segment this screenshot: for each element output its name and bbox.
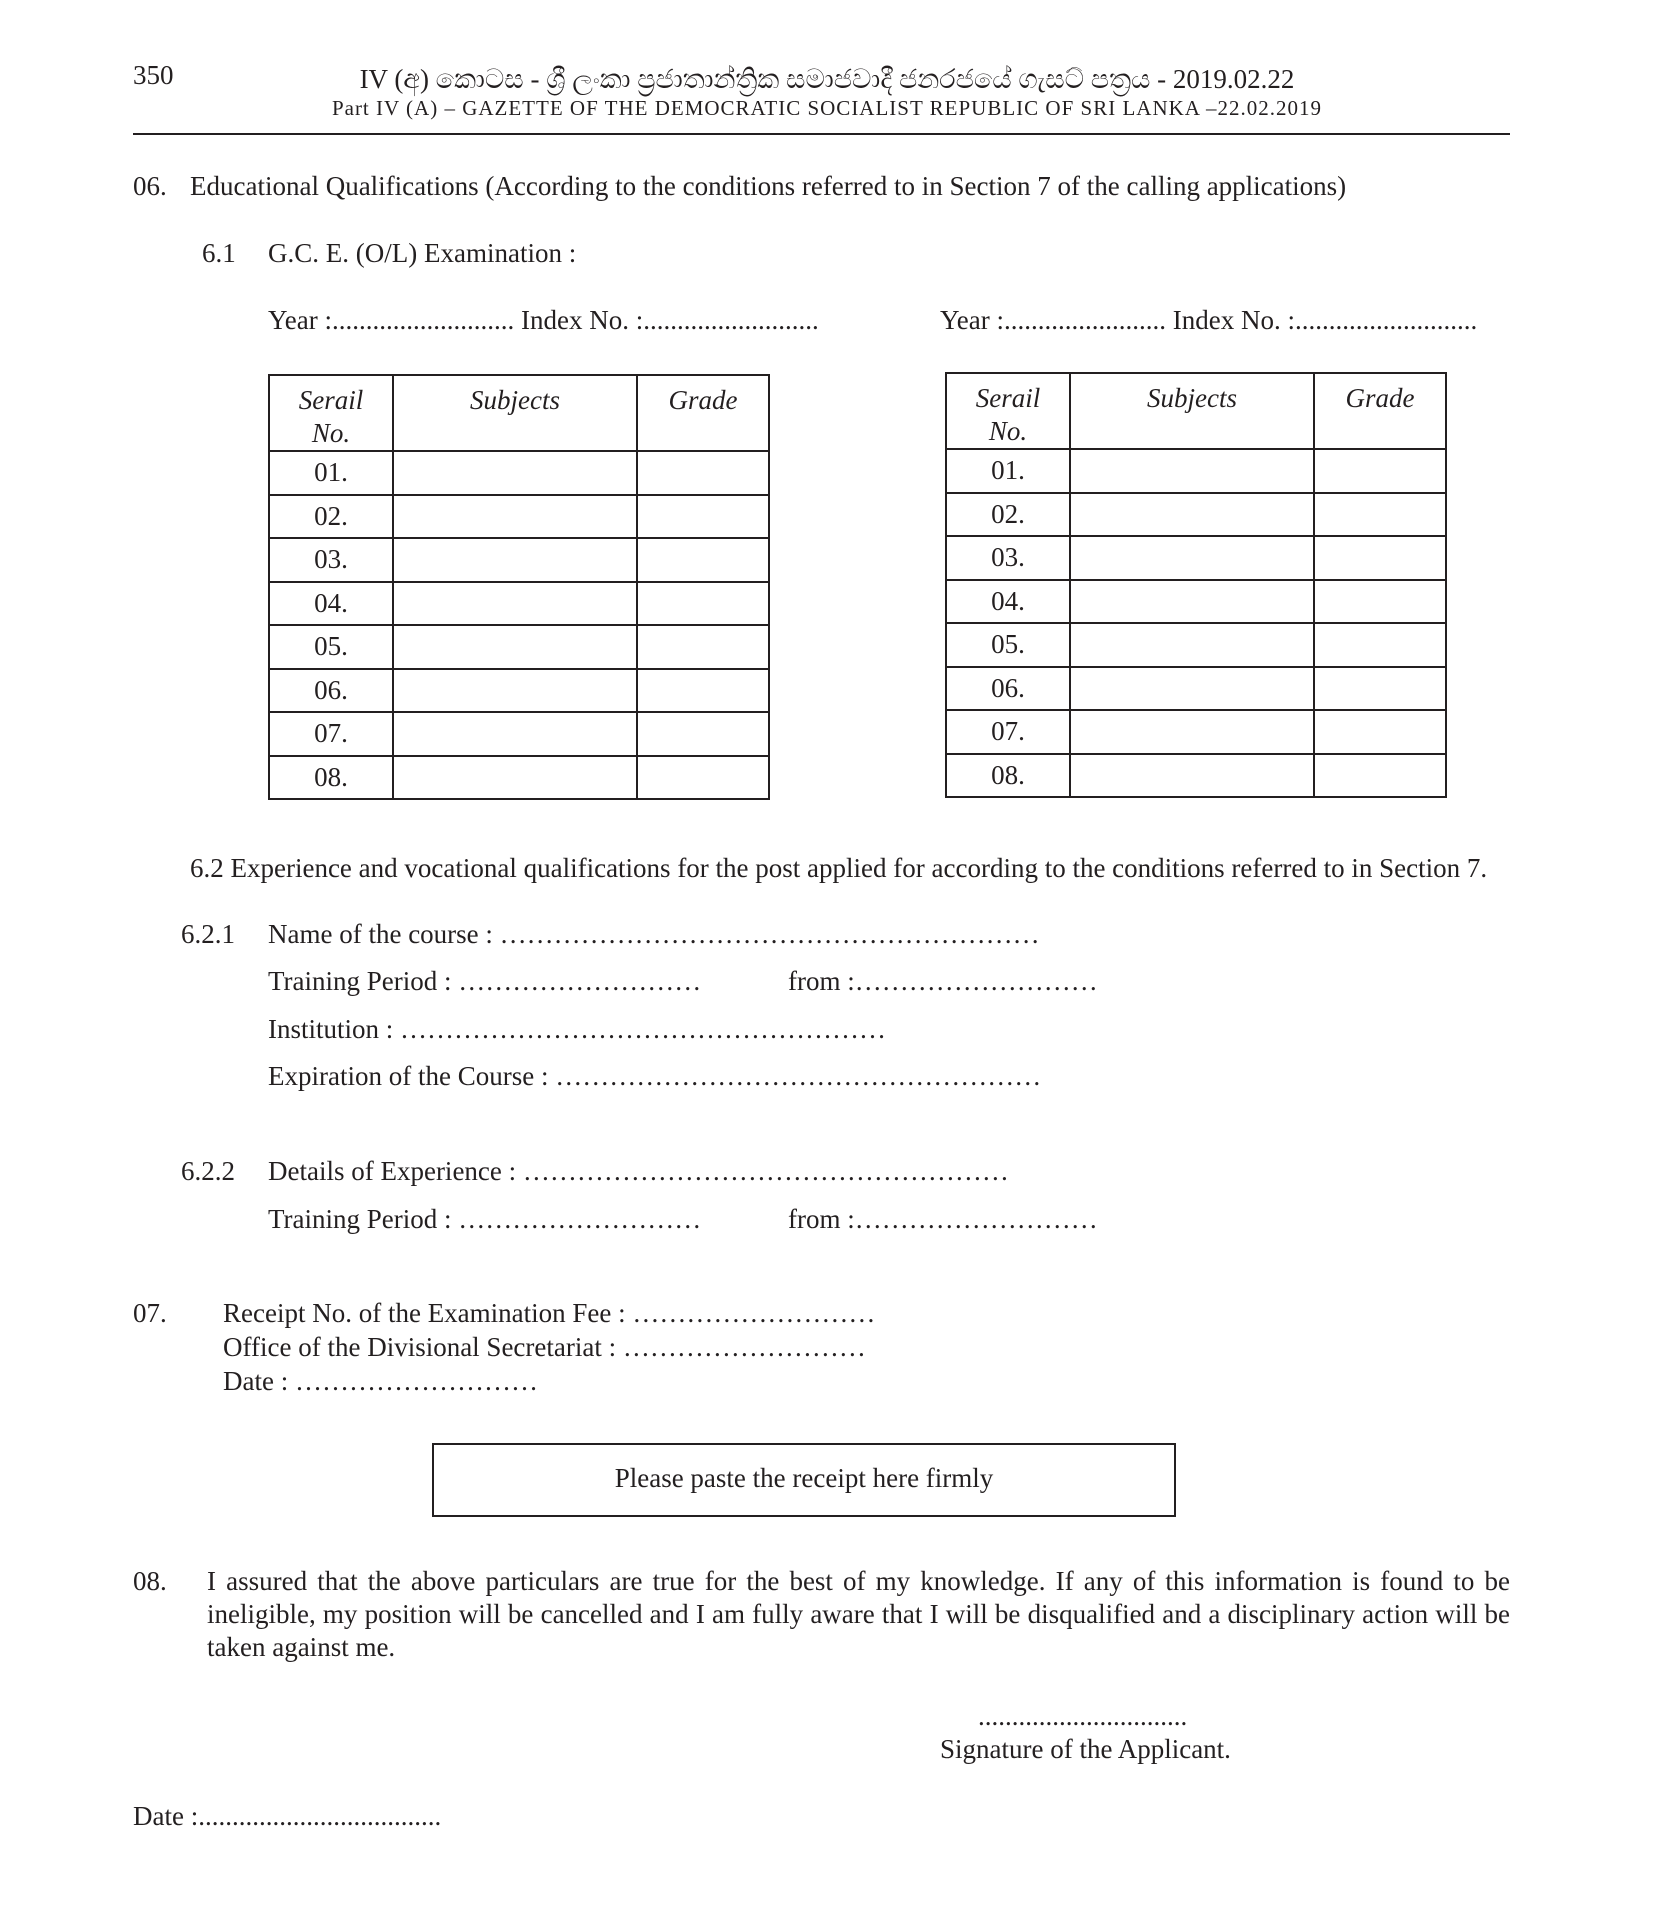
serial-no-header [269,375,393,451]
training-period-field-1[interactable]: Training Period : ……………………… [268,966,702,996]
table-row [946,754,1446,798]
signature-label: Signature of the Applicant. [940,1734,1231,1764]
section-08-number: 08. [133,1566,167,1596]
grade-header: Grade [637,375,769,451]
grade-cell[interactable] [637,582,769,626]
serial-cell: 04. [946,580,1070,624]
course-expiration-field[interactable]: Expiration of the Course : ……………………………………………… [268,1061,1042,1091]
subject-cell[interactable] [393,582,637,626]
table-row [946,623,1446,667]
grade-cell[interactable] [1314,754,1446,798]
grade-header: Grade [1314,373,1446,449]
grade-cell[interactable] [637,625,769,669]
subject-cell[interactable] [393,712,637,756]
table-row [269,495,769,539]
subject-cell[interactable] [1070,623,1314,667]
gazette-title-english: Part IV (A) – GAZETTE OF THE DEMOCRATIC SOCIALIST REPUBLIC OF SRI LANKA –22.02.2019 [331,96,1323,120]
grade-cell[interactable] [1314,580,1446,624]
serial-cell: 07. [946,710,1070,754]
serial-no-header [946,373,1070,449]
grade-cell[interactable] [637,669,769,713]
table-row [269,582,769,626]
serial-cell: 05. [946,623,1070,667]
serial-header-line-1: Serail [298,385,364,415]
serial-header-line-1: Serail [975,383,1041,413]
divisional-secretariat-field[interactable]: Office of the Divisional Secretariat : ……………………… [223,1332,866,1362]
table-row [946,667,1446,711]
subject-cell[interactable] [393,756,637,800]
grade-cell[interactable] [637,712,769,756]
ol-year-index-line-right[interactable]: Year :........................ Index No. :........................... [940,305,1478,335]
section-6-2-2-number: 6.2.2 [181,1156,235,1186]
serial-cell: 01. [946,449,1070,493]
header-divider [133,133,1510,135]
table-header-row [269,375,769,451]
ol-year-index-line-left[interactable]: Year :........................... Index No. :.......................... [268,305,819,335]
serial-header-line-2: No. [311,418,351,448]
table-row [269,451,769,495]
subject-cell[interactable] [1070,580,1314,624]
serial-cell: 04. [269,582,393,626]
subject-cell[interactable] [1070,536,1314,580]
grade-cell[interactable] [1314,536,1446,580]
table-row [269,756,769,800]
grade-cell[interactable] [637,451,769,495]
grade-cell[interactable] [1314,493,1446,537]
table-row [269,669,769,713]
subject-cell[interactable] [1070,667,1314,711]
serial-cell: 02. [946,493,1070,537]
section-6-2-text: 6.2 Experience and vocational qualifications for the post applied for according to the conditions referred to in Section 7. [190,853,1488,883]
ol-results-table-right [945,372,1447,798]
serial-cell: 08. [269,756,393,800]
grade-cell[interactable] [1314,710,1446,754]
grade-cell[interactable] [637,538,769,582]
grade-cell[interactable] [637,756,769,800]
section-06-number: 06. [133,171,167,201]
grade-cell[interactable] [1314,623,1446,667]
institution-field[interactable]: Institution : ……………………………………………… [268,1014,887,1044]
section-06-title: Educational Qualifications (According to the conditions referred to in Section 7 of the calling applications) [190,171,1347,201]
page-number: 350 [133,60,174,90]
section-6-1-number: 6.1 [202,238,236,268]
serial-cell: 01. [269,451,393,495]
training-from-field-2[interactable]: from :……………………… [788,1204,1098,1234]
subject-cell[interactable] [393,495,637,539]
table-row [269,625,769,669]
ol-results-table-left [268,374,770,800]
receipt-date-field[interactable]: Date : ……………………… [223,1366,538,1396]
serial-cell: 03. [269,538,393,582]
serial-cell: 05. [269,625,393,669]
table-row [269,538,769,582]
table-row [946,580,1446,624]
section-6-2-1-number: 6.2.1 [181,919,235,949]
subject-cell[interactable] [393,538,637,582]
declaration-date-field[interactable]: Date :.................................... [133,1801,442,1831]
serial-cell: 07. [269,712,393,756]
serial-header-line-2: No. [988,416,1028,446]
serial-cell: 08. [946,754,1070,798]
subject-cell[interactable] [393,451,637,495]
subjects-header: Subjects [393,375,637,451]
receipt-paste-box: Please paste the receipt here firmly [432,1443,1176,1517]
subject-cell[interactable] [393,625,637,669]
serial-cell: 06. [946,667,1070,711]
subject-cell[interactable] [393,669,637,713]
grade-cell[interactable] [1314,667,1446,711]
table-row [946,536,1446,580]
table-header-row [946,373,1446,449]
signature-line[interactable]: ............................... [978,1701,1188,1731]
subject-cell[interactable] [1070,449,1314,493]
grade-cell[interactable] [637,495,769,539]
section-6-1-title: G.C. E. (O/L) Examination : [268,238,577,268]
gazette-title-sinhala: IV (අ) කොටස - ශ්‍රී ලංකා ප්‍රජාතාන්ත්‍රික සමාජවාදී ජනරජයේ ගැසට් පත්‍රය - 2019.02.22 [359,64,1295,94]
table-row [946,493,1446,537]
serial-cell: 03. [946,536,1070,580]
course-name-field[interactable]: Name of the course : …………………………………………………… [268,919,1040,949]
table-row [269,712,769,756]
table-row [946,449,1446,493]
training-period-field-2[interactable]: Training Period : ……………………… [268,1204,702,1234]
subject-cell[interactable] [1070,754,1314,798]
table-row [946,710,1446,754]
subject-cell[interactable] [1070,710,1314,754]
subjects-header: Subjects [1070,373,1314,449]
serial-cell: 06. [269,669,393,713]
declaration-text: I assured that the above particulars are true for the best of my knowledge. If any of this information is found to be ineligible, my position will be cancelled and I am fully aware that I will be disqualified and a disciplinary action will be taken against me. [207,1566,1510,1662]
section-07-number: 07. [133,1298,167,1328]
serial-cell: 02. [269,495,393,539]
training-from-field-1[interactable]: from :……………………… [788,966,1098,996]
grade-cell[interactable] [1314,449,1446,493]
receipt-number-field[interactable]: Receipt No. of the Examination Fee : ……………………… [223,1298,876,1328]
experience-details-field[interactable]: Details of Experience : ……………………………………………… [268,1156,1009,1186]
subject-cell[interactable] [1070,493,1314,537]
